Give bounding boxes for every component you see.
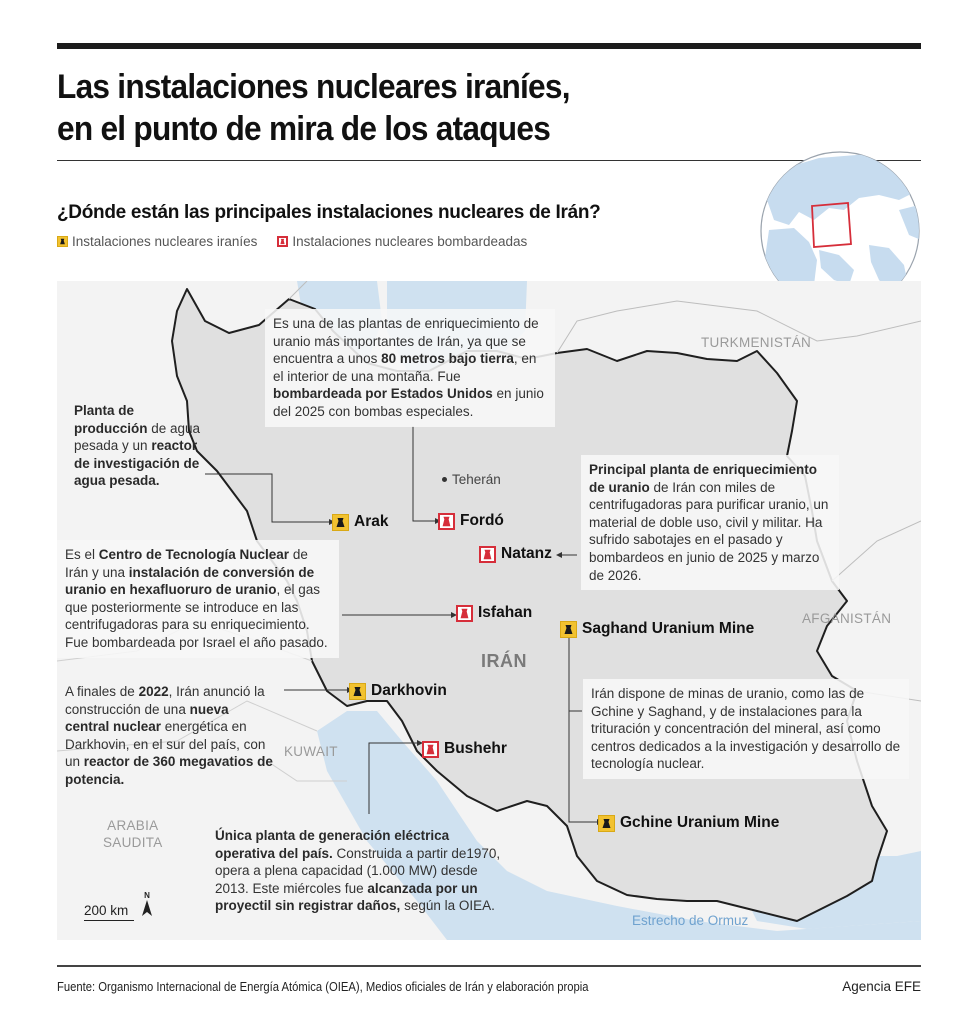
nuclear-facility-icon	[598, 815, 615, 832]
note-arak	[74, 402, 202, 490]
site-label: Arak	[354, 513, 389, 530]
label-saudi-arabia	[103, 817, 163, 851]
note-fordo	[265, 309, 555, 427]
note-text: , el gas que posteriormente se introduce en las centrifugadoras para su enriquecimiento. Fue bombardeada por Israel el año pasado.	[65, 582, 328, 650]
note-text: Es una de las plantas de enriquecimiento de uranio más importantes de Irán, ya que se encuentra a unos	[273, 316, 539, 367]
site-label: Darkhovin	[371, 682, 447, 699]
note-text: energética en Darkhovin, en el sur del país, con un	[65, 719, 266, 770]
note-bold: Única planta de generación eléctrica operativa del país.	[215, 828, 450, 861]
nuclear-facility-icon	[332, 514, 349, 531]
scale-bar	[84, 903, 134, 921]
label-turkmenistan: TURKMENISTÁN	[701, 335, 812, 350]
label-saudi-line-1: ARABIA	[107, 818, 159, 833]
note-bold: reactor de 360 megavatios de potencia.	[65, 754, 273, 787]
site-natanz[interactable]	[479, 545, 552, 563]
legend-label-bombed: Instalaciones nucleares bombardeadas	[292, 234, 528, 249]
site-label: Gchine Uranium Mine	[620, 814, 780, 831]
site-label: Isfahan	[478, 604, 533, 621]
bombed-facility-icon	[479, 546, 496, 563]
headline-line-2: en el punto de mira de los ataques	[57, 110, 551, 148]
note-text: de Irán con miles de centrifugadoras para purificar uranio, un material de doble uso, civil y militar. Ha sufrido sabotajes en el pasado y bombardeos en junio de 2025 y marzo de 2026.	[589, 479, 829, 583]
note-isfahan	[57, 540, 339, 658]
note-text: Irán dispone de minas de uranio, como las de Gchine y Saghand, y de instalaciones para la trituración y concentración del mineral, así como centros dedicados a la investigación y desarrollo de tecnología nuclear.	[591, 686, 901, 772]
note-darkhovin	[65, 683, 275, 789]
source-credit: Fuente: Organismo Internacional de Energía Atómica (OIEA), Medios oficiales de Irán y elaboración propia	[57, 980, 589, 994]
note-text: Construida a partir de1970, opera a plena capacidad (1.000 MW) desde 2013. Este miércoles fue	[215, 845, 501, 896]
note-bold: Principal planta de enriquecimiento de uranio	[589, 462, 818, 495]
note-bold: bombardeada por Estados Unidos	[273, 386, 493, 402]
label-strait-of-hormuz: Estrecho de Ormuz	[632, 913, 749, 928]
note-bold: instalación de conversión de uranio en hexafluoruro de uranio	[65, 564, 315, 598]
note-text: según la OIEA.	[400, 898, 495, 914]
note-bold: 2022	[138, 684, 169, 699]
note-bold: 80 metros bajo tierra	[381, 351, 514, 367]
note-text: de agua pesada y un	[74, 420, 201, 454]
map-subtitle: ¿Dónde están las principales instalaciones nucleares de Irán?	[57, 202, 601, 223]
nuclear-facility-icon	[349, 683, 366, 700]
note-text: en junio del 2025 con bombas especiales.	[273, 386, 544, 419]
city-tehran	[442, 472, 501, 487]
note-bold: Planta de producción	[74, 403, 148, 436]
note-text: , Irán anunció la construcción de una	[65, 684, 265, 717]
label-iran: IRÁN	[481, 651, 527, 671]
north-label: N	[144, 891, 150, 900]
site-bushehr[interactable]	[422, 740, 507, 758]
note-text: A finales de	[65, 684, 139, 699]
label-afghanistan: AFGANISTÁN	[802, 611, 892, 626]
site-label: Natanz	[501, 545, 552, 562]
note-bold: Centro de Tecnología Nuclear	[98, 547, 290, 562]
note-bushehr	[215, 827, 507, 915]
north-arrow-icon	[141, 891, 153, 918]
site-isfahan[interactable]	[456, 604, 532, 622]
note-text: , en el interior de una montaña. Fue	[273, 351, 537, 384]
headline	[57, 66, 708, 150]
note-text: de Irán y una	[65, 547, 308, 580]
site-darkhovin[interactable]	[349, 682, 447, 700]
note-bold: reactor de investigación de agua pesada.	[74, 438, 200, 489]
note-uranium-mines	[583, 679, 909, 779]
note-text: Es el	[65, 547, 99, 562]
site-saghand-uranium-mine[interactable]	[560, 620, 754, 638]
note-bold: alcanzada por un proyectil sin registrar daños,	[215, 880, 478, 914]
bombed-facility-icon	[456, 605, 473, 622]
scale-line	[84, 920, 134, 921]
label-saudi-line-2: SAUDITA	[103, 835, 163, 850]
note-bold: nueva central nuclear	[65, 701, 229, 735]
nuclear-facility-icon	[560, 621, 577, 638]
headline-line-1: Las instalaciones nucleares iraníes,	[57, 68, 570, 106]
legend	[57, 234, 527, 249]
top-rule	[57, 43, 921, 49]
label-kuwait: KUWAIT	[284, 744, 338, 759]
iran-map	[57, 281, 921, 940]
bombed-facility-icon	[422, 741, 439, 758]
city-dot-icon	[442, 477, 447, 482]
site-label: Bushehr	[444, 740, 507, 757]
site-label: Saghand Uranium Mine	[582, 620, 755, 637]
bombed-facility-icon	[277, 236, 288, 247]
site-gchine-uranium-mine[interactable]	[598, 814, 779, 832]
footer-rule	[57, 965, 921, 967]
bombed-facility-icon	[438, 513, 455, 530]
nuclear-facility-icon	[57, 236, 68, 247]
scale-label: 200 km	[84, 903, 129, 918]
site-label: Fordó	[460, 512, 504, 529]
note-natanz	[581, 455, 839, 590]
site-arak[interactable]	[332, 513, 388, 531]
agency-credit: Agencia EFE	[842, 979, 921, 994]
legend-label-facility: Instalaciones nucleares iraníes	[72, 234, 258, 249]
site-fordo[interactable]	[438, 512, 504, 530]
city-tehran-label: Teherán	[452, 472, 501, 487]
